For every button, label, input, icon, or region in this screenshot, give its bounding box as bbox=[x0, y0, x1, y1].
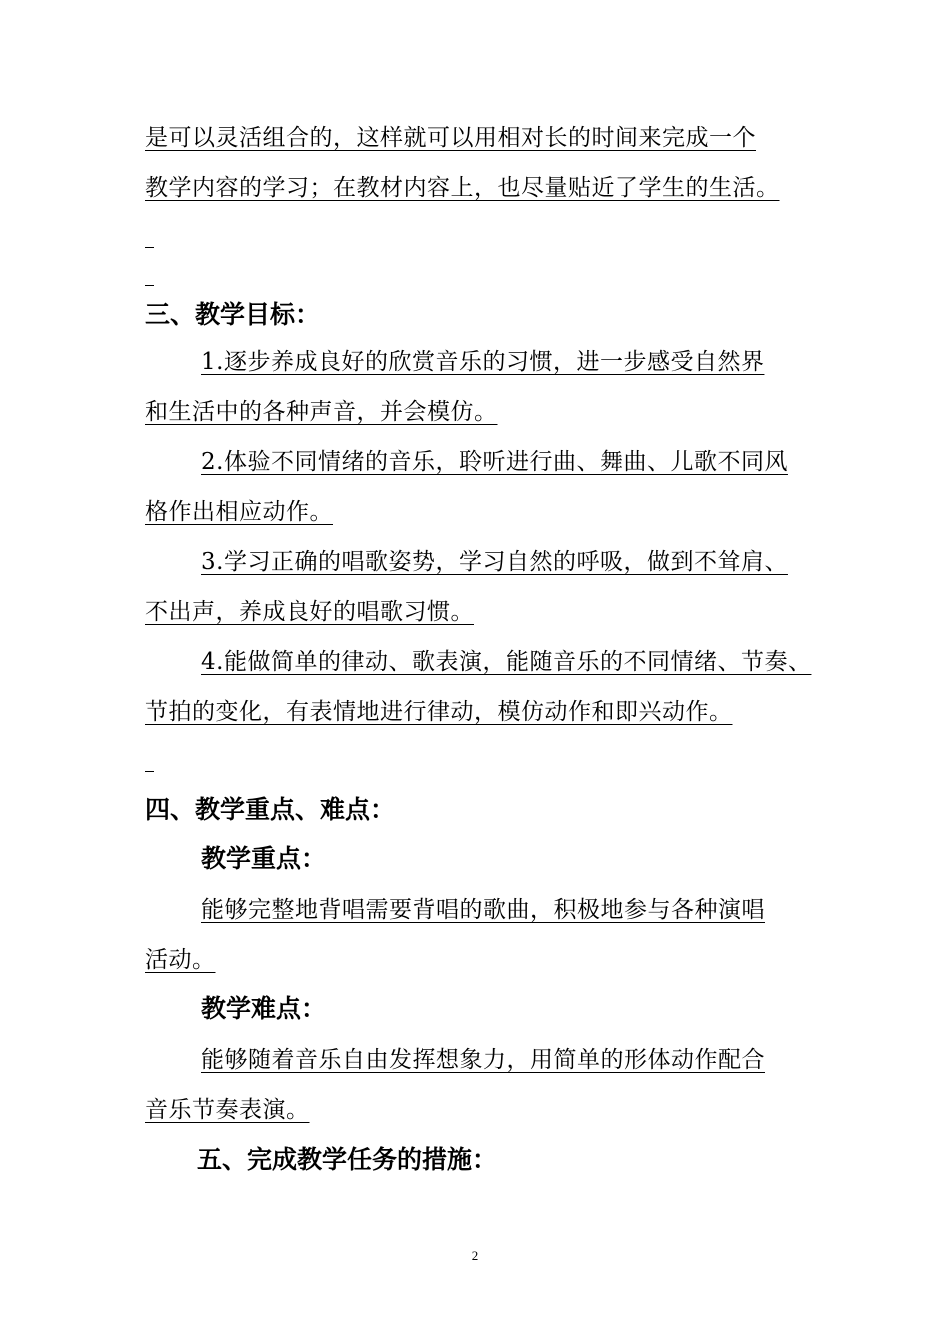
goal-item-line: 1.逐步养成良好的欣赏音乐的习惯，进一步感受自然界 bbox=[201, 349, 765, 375]
goal-item-line: 2.体验不同情绪的音乐，聆听进行曲、舞曲、儿歌不同风 bbox=[201, 449, 788, 475]
section-heading-key-difficult: 四、教学重点、难点： bbox=[145, 795, 396, 824]
difficult-points-line: 音乐节奏表演。 bbox=[145, 1097, 310, 1123]
paragraph-line: 是可以灵活组合的，这样就可以用相对长的时间来完成一个 bbox=[145, 125, 756, 151]
goal-item-line: 节拍的变化，有表情地进行律动，模仿动作和即兴动作。 bbox=[145, 699, 733, 725]
empty-line-marker bbox=[145, 247, 154, 248]
paragraph-line: 教学内容的学习；在教材内容上，也尽量贴近了学生的生活。 bbox=[145, 175, 780, 201]
goal-item-line: 不出声，养成良好的唱歌习惯。 bbox=[145, 599, 474, 625]
section-heading-measures: 五、完成教学任务的措施： bbox=[197, 1145, 498, 1174]
goal-item-line: 格作出相应动作。 bbox=[145, 499, 333, 525]
goal-item-line: 4.能做简单的律动、歌表演，能随音乐的不同情绪、节奏、 bbox=[201, 649, 812, 675]
subheading-key-points: 教学重点： bbox=[201, 844, 327, 873]
empty-line-marker bbox=[145, 771, 154, 772]
key-points-line: 活动。 bbox=[145, 947, 216, 973]
subheading-difficult-points: 教学难点： bbox=[201, 994, 327, 1023]
key-points-line: 能够完整地背唱需要背唱的歌曲，积极地参与各种演唱 bbox=[201, 897, 765, 923]
empty-line-marker bbox=[145, 285, 154, 286]
goal-item-line: 和生活中的各种声音，并会模仿。 bbox=[145, 399, 498, 425]
section-heading-goals: 三、教学目标： bbox=[145, 300, 321, 329]
page-number: 2 bbox=[471, 1248, 479, 1263]
difficult-points-line: 能够随着音乐自由发挥想象力，用简单的形体动作配合 bbox=[201, 1047, 765, 1073]
goal-item-line: 3.学习正确的唱歌姿势，学习自然的呼吸，做到不耸肩、 bbox=[201, 549, 788, 575]
